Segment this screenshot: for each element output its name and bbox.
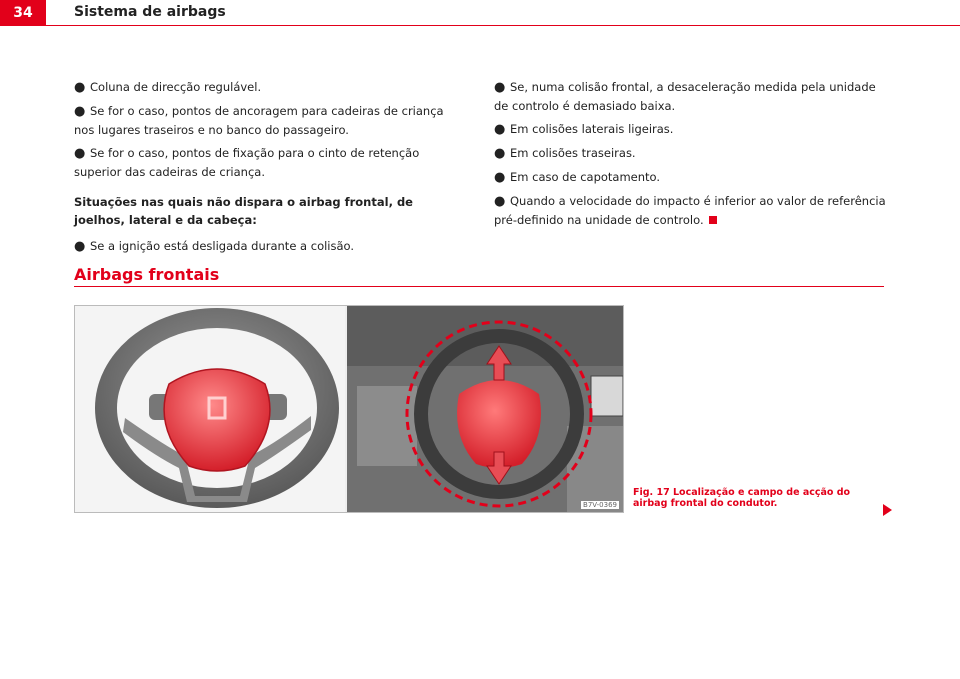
list-item: ● Em caso de capotamento. bbox=[494, 170, 661, 185]
page-header bbox=[0, 0, 960, 28]
bullet-dot-icon: ● bbox=[74, 146, 86, 161]
section-end-mark-icon bbox=[709, 216, 717, 224]
next-page-arrow-icon bbox=[883, 504, 892, 516]
header-divider bbox=[46, 25, 960, 26]
bullet-dot-icon: ● bbox=[494, 122, 506, 137]
list-item: ● Se, numa colisão frontal, a desaceleração medida pela unidade de controlo é demasiado baixa. bbox=[494, 80, 876, 113]
section-divider bbox=[74, 286, 884, 287]
bullet-dot-icon: ● bbox=[74, 239, 86, 254]
list-item: ● Se for o caso, pontos de fixação para o cinto de retenção superior das cadeiras de criança. bbox=[74, 146, 420, 179]
figure-caption: Fig. 17 Localização e campo de acção do airbag frontal do condutor. bbox=[633, 487, 851, 509]
right-column bbox=[494, 78, 886, 234]
figure-airbag bbox=[74, 305, 624, 513]
figure-code: B7V-0369 bbox=[583, 501, 617, 509]
list-item: ● Quando a velocidade do impacto é inferior ao valor de referência pré-definido na unidade de controlo. bbox=[494, 194, 886, 227]
bullet-dot-icon: ● bbox=[74, 104, 86, 119]
chapter-title: Sistema de airbags bbox=[74, 4, 226, 20]
bullet-dot-icon: ● bbox=[74, 80, 86, 95]
list-item: ● Se a ignição está desligada durante a colisão. bbox=[74, 239, 355, 254]
list-item: ● Se for o caso, pontos de ancoragem para cadeiras de criança nos lugares traseiros e no banco do passageiro. bbox=[74, 104, 444, 137]
bullet-dot-icon: ● bbox=[494, 80, 506, 95]
bullet-dot-icon: ● bbox=[494, 170, 506, 185]
bullet-dot-icon: ● bbox=[494, 146, 506, 161]
page-number: 34 bbox=[0, 0, 46, 26]
cockpit-illustration bbox=[347, 306, 623, 512]
list-item: ● Em colisões laterais ligeiras. bbox=[494, 122, 674, 137]
list-item: ● Coluna de direcção regulável. bbox=[74, 80, 262, 95]
left-column bbox=[74, 78, 466, 261]
subheading: Situações nas quais não dispara o airbag frontal, de joelhos, lateral e da cabeça: bbox=[74, 195, 413, 227]
list-item: ● Em colisões traseiras. bbox=[494, 146, 636, 161]
section-title: Airbags frontais bbox=[74, 265, 220, 284]
steering-wheel-illustration bbox=[75, 306, 345, 512]
bullet-dot-icon: ● bbox=[494, 194, 506, 209]
